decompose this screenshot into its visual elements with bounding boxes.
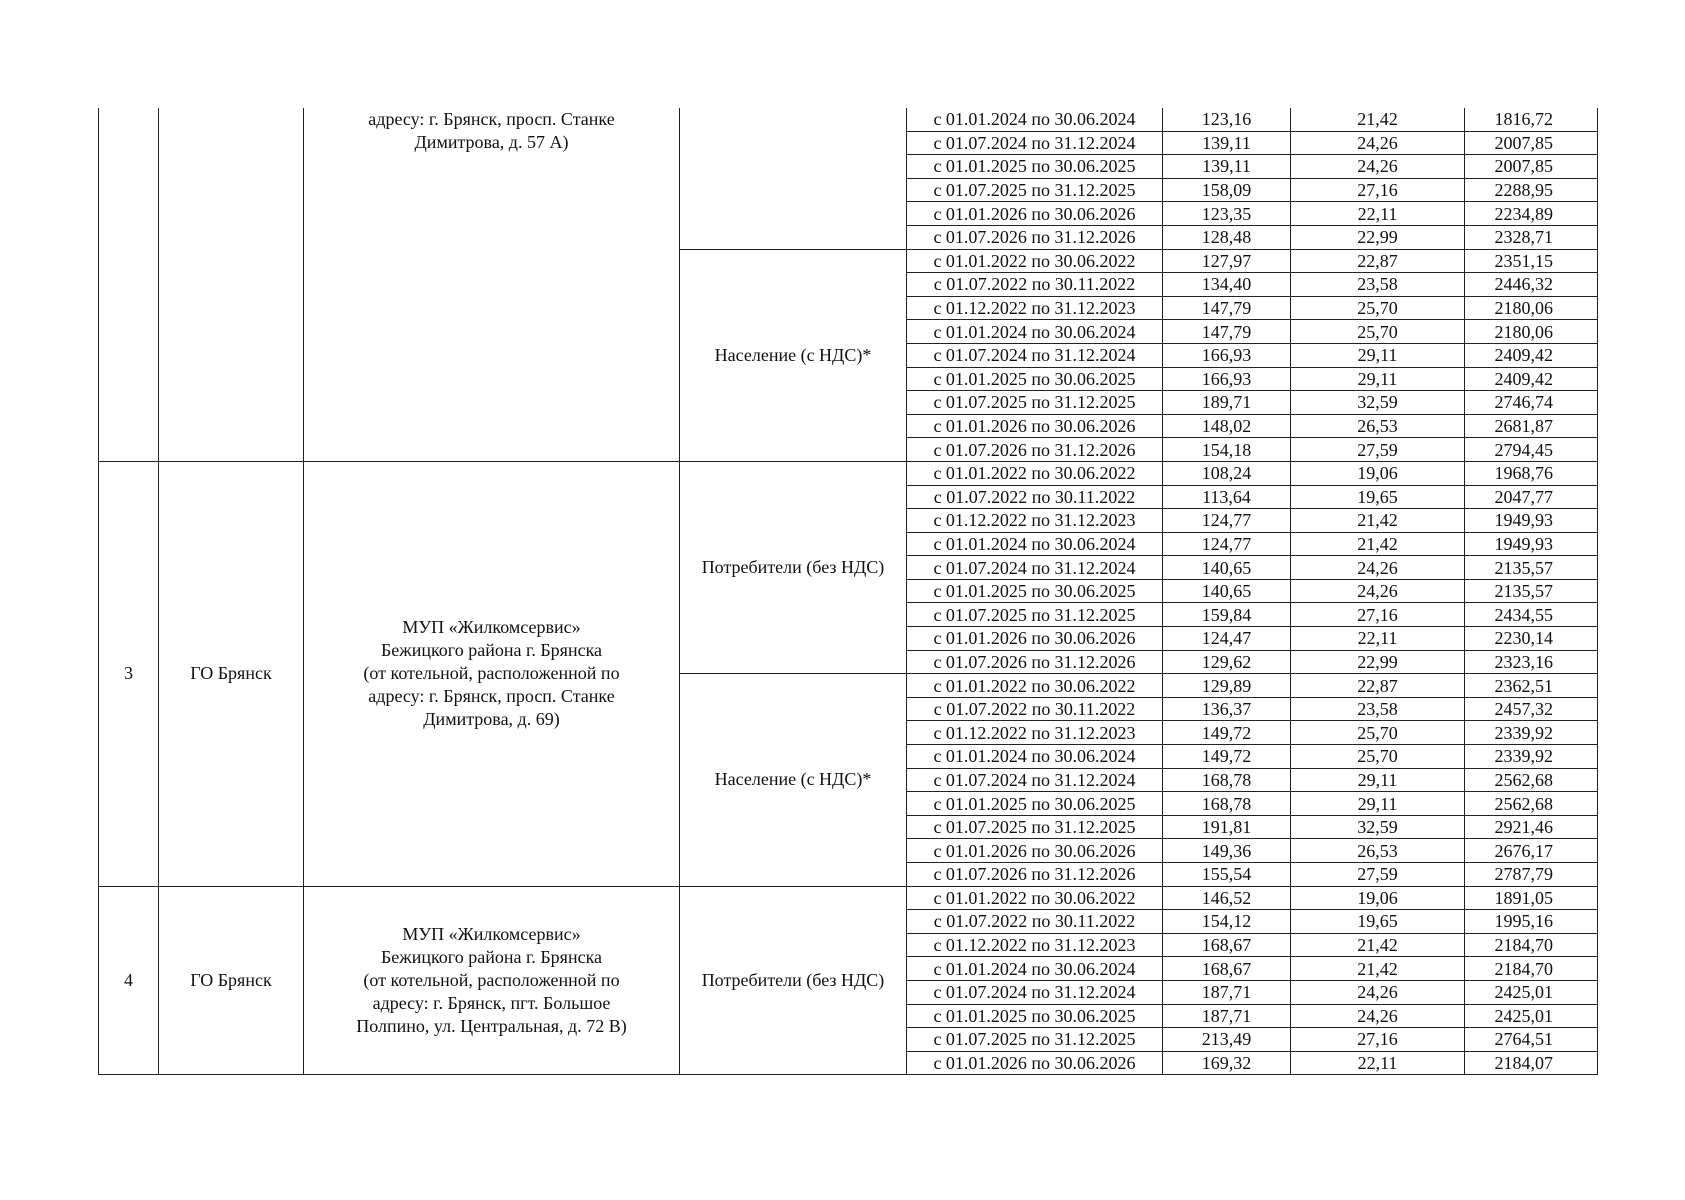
table-row: [99, 886, 1598, 910]
value-cell: 124,77: [1163, 532, 1291, 556]
value-cell: 27,59: [1291, 438, 1465, 462]
value-cell: 2681,87: [1465, 414, 1598, 438]
value-cell: 2562,68: [1465, 768, 1598, 792]
row-number-cell: 3: [99, 461, 159, 886]
value-cell: 140,65: [1163, 556, 1291, 580]
value-cell: 19,65: [1291, 910, 1465, 934]
period-cell: с 01.07.2025 по 31.12.2025: [907, 178, 1163, 202]
period-cell: с 01.07.2026 по 31.12.2026: [907, 863, 1163, 887]
period-cell: с 01.12.2022 по 31.12.2023: [907, 509, 1163, 533]
period-cell: с 01.01.2022 по 30.06.2022: [907, 674, 1163, 698]
value-cell: 22,87: [1291, 674, 1465, 698]
tariff-table: [98, 108, 1598, 1075]
value-cell: 168,78: [1163, 768, 1291, 792]
consumer-group-cell: Население (с НДС)*: [680, 674, 907, 886]
value-cell: 2339,92: [1465, 721, 1598, 745]
period-cell: с 01.07.2022 по 30.11.2022: [907, 910, 1163, 934]
value-cell: 2135,57: [1465, 556, 1598, 580]
value-cell: 24,26: [1291, 980, 1465, 1004]
value-cell: 29,11: [1291, 768, 1465, 792]
period-cell: с 01.01.2026 по 30.06.2026: [907, 414, 1163, 438]
period-cell: с 01.01.2022 по 30.06.2022: [907, 461, 1163, 485]
value-cell: 23,58: [1291, 697, 1465, 721]
period-cell: с 01.01.2024 по 30.06.2024: [907, 745, 1163, 769]
consumer-group-cell: [680, 108, 907, 249]
value-cell: 129,89: [1163, 674, 1291, 698]
value-cell: 1891,05: [1465, 886, 1598, 910]
period-cell: с 01.12.2022 по 31.12.2023: [907, 721, 1163, 745]
value-cell: 1968,76: [1465, 461, 1598, 485]
organization-cell: МУП «Жилкомсервис» Бежицкого района г. Брянска (от котельной, расположенной по адресу: г. Брянск, пгт. Большое Полпино, ул. Центральная, д. 72 В): [304, 886, 680, 1075]
period-cell: с 01.01.2022 по 30.06.2022: [907, 886, 1163, 910]
value-cell: 187,71: [1163, 980, 1291, 1004]
period-cell: с 01.01.2024 по 30.06.2024: [907, 532, 1163, 556]
value-cell: 2787,79: [1465, 863, 1598, 887]
value-cell: 22,87: [1291, 249, 1465, 273]
value-cell: 129,62: [1163, 650, 1291, 674]
value-cell: 1995,16: [1465, 910, 1598, 934]
value-cell: 27,16: [1291, 178, 1465, 202]
consumer-group-cell: Население (с НДС)*: [680, 249, 907, 461]
period-cell: с 01.01.2022 по 30.06.2022: [907, 249, 1163, 273]
period-cell: с 01.01.2026 по 30.06.2026: [907, 839, 1163, 863]
value-cell: 25,70: [1291, 721, 1465, 745]
value-cell: 113,64: [1163, 485, 1291, 509]
value-cell: 2339,92: [1465, 745, 1598, 769]
period-cell: с 01.07.2024 по 31.12.2024: [907, 343, 1163, 367]
value-cell: 24,26: [1291, 579, 1465, 603]
value-cell: 2230,14: [1465, 627, 1598, 651]
consumer-group-cell: Потребители (без НДС): [680, 461, 907, 673]
value-cell: 2288,95: [1465, 178, 1598, 202]
value-cell: 24,26: [1291, 1004, 1465, 1028]
value-cell: 2562,68: [1465, 792, 1598, 816]
value-cell: 2323,16: [1465, 650, 1598, 674]
value-cell: 2362,51: [1465, 674, 1598, 698]
value-cell: 139,11: [1163, 131, 1291, 155]
value-cell: 124,77: [1163, 509, 1291, 533]
row-number-cell: 4: [99, 886, 159, 1075]
value-cell: 21,42: [1291, 933, 1465, 957]
period-cell: с 01.07.2026 по 31.12.2026: [907, 650, 1163, 674]
table-row: [99, 108, 1598, 131]
value-cell: 21,42: [1291, 509, 1465, 533]
period-cell: с 01.01.2025 по 30.06.2025: [907, 792, 1163, 816]
value-cell: 2425,01: [1465, 1004, 1598, 1028]
period-cell: с 01.01.2024 по 30.06.2024: [907, 108, 1163, 131]
value-cell: 2676,17: [1465, 839, 1598, 863]
value-cell: 189,71: [1163, 391, 1291, 415]
value-cell: 32,59: [1291, 391, 1465, 415]
value-cell: 25,70: [1291, 320, 1465, 344]
value-cell: 2180,06: [1465, 320, 1598, 344]
period-cell: с 01.07.2024 по 31.12.2024: [907, 768, 1163, 792]
value-cell: 169,32: [1163, 1051, 1291, 1075]
value-cell: 2409,42: [1465, 367, 1598, 391]
municipality-cell: ГО Брянск: [159, 886, 304, 1075]
value-cell: 147,79: [1163, 296, 1291, 320]
value-cell: 158,09: [1163, 178, 1291, 202]
value-cell: 22,11: [1291, 627, 1465, 651]
period-cell: с 01.01.2025 по 30.06.2025: [907, 1004, 1163, 1028]
period-cell: с 01.07.2025 по 31.12.2025: [907, 815, 1163, 839]
value-cell: 154,18: [1163, 438, 1291, 462]
value-cell: 27,16: [1291, 1028, 1465, 1052]
period-cell: с 01.01.2025 по 30.06.2025: [907, 155, 1163, 179]
value-cell: 2328,71: [1465, 225, 1598, 249]
period-cell: с 01.07.2024 по 31.12.2024: [907, 556, 1163, 580]
value-cell: 26,53: [1291, 414, 1465, 438]
value-cell: 19,65: [1291, 485, 1465, 509]
table-row: [99, 461, 1598, 485]
value-cell: 21,42: [1291, 532, 1465, 556]
value-cell: 108,24: [1163, 461, 1291, 485]
period-cell: с 01.01.2026 по 30.06.2026: [907, 1051, 1163, 1075]
value-cell: 24,26: [1291, 556, 1465, 580]
value-cell: 2425,01: [1465, 980, 1598, 1004]
value-cell: 140,65: [1163, 579, 1291, 603]
value-cell: 23,58: [1291, 273, 1465, 297]
value-cell: 2434,55: [1465, 603, 1598, 627]
period-cell: с 01.01.2025 по 30.06.2025: [907, 367, 1163, 391]
value-cell: 191,81: [1163, 815, 1291, 839]
value-cell: 159,84: [1163, 603, 1291, 627]
value-cell: 2921,46: [1465, 815, 1598, 839]
value-cell: 134,40: [1163, 273, 1291, 297]
organization-cell: МУП «Жилкомсервис» Бежицкого района г. Брянска (от котельной, расположенной по адресу: г. Брянск, просп. Станке Димитрова, д. 69): [304, 461, 680, 886]
value-cell: 21,42: [1291, 108, 1465, 131]
value-cell: 1816,72: [1465, 108, 1598, 131]
value-cell: 2234,89: [1465, 202, 1598, 226]
value-cell: 2135,57: [1465, 579, 1598, 603]
value-cell: 154,12: [1163, 910, 1291, 934]
municipality-cell: [159, 108, 304, 461]
period-cell: с 01.07.2022 по 30.11.2022: [907, 485, 1163, 509]
period-cell: с 01.07.2026 по 31.12.2026: [907, 225, 1163, 249]
period-cell: с 01.12.2022 по 31.12.2023: [907, 933, 1163, 957]
value-cell: 21,42: [1291, 957, 1465, 981]
value-cell: 124,47: [1163, 627, 1291, 651]
value-cell: 2457,32: [1465, 697, 1598, 721]
value-cell: 25,70: [1291, 296, 1465, 320]
value-cell: 166,93: [1163, 367, 1291, 391]
value-cell: 19,06: [1291, 886, 1465, 910]
period-cell: с 01.01.2024 по 30.06.2024: [907, 957, 1163, 981]
period-cell: с 01.07.2026 по 31.12.2026: [907, 438, 1163, 462]
period-cell: с 01.12.2022 по 31.12.2023: [907, 296, 1163, 320]
value-cell: 2184,70: [1465, 957, 1598, 981]
period-cell: с 01.01.2024 по 30.06.2024: [907, 320, 1163, 344]
value-cell: 2184,07: [1465, 1051, 1598, 1075]
value-cell: 149,36: [1163, 839, 1291, 863]
value-cell: 213,49: [1163, 1028, 1291, 1052]
consumer-group-cell: Потребители (без НДС): [680, 886, 907, 1075]
value-cell: 22,99: [1291, 650, 1465, 674]
value-cell: 149,72: [1163, 721, 1291, 745]
period-cell: с 01.07.2024 по 31.12.2024: [907, 980, 1163, 1004]
value-cell: 27,59: [1291, 863, 1465, 887]
value-cell: 166,93: [1163, 343, 1291, 367]
municipality-cell: ГО Брянск: [159, 461, 304, 886]
value-cell: 2794,45: [1465, 438, 1598, 462]
organization-cell: адресу: г. Брянск, просп. Станке Димитрова, д. 57 А): [304, 108, 680, 461]
value-cell: 155,54: [1163, 863, 1291, 887]
value-cell: 1949,93: [1465, 509, 1598, 533]
value-cell: 2007,85: [1465, 155, 1598, 179]
value-cell: 148,02: [1163, 414, 1291, 438]
period-cell: с 01.07.2025 по 31.12.2025: [907, 1028, 1163, 1052]
value-cell: 168,67: [1163, 957, 1291, 981]
value-cell: 2446,32: [1465, 273, 1598, 297]
value-cell: 146,52: [1163, 886, 1291, 910]
value-cell: 22,11: [1291, 202, 1465, 226]
period-cell: с 01.07.2025 по 31.12.2025: [907, 391, 1163, 415]
period-cell: с 01.07.2024 по 31.12.2024: [907, 131, 1163, 155]
period-cell: с 01.07.2025 по 31.12.2025: [907, 603, 1163, 627]
value-cell: 29,11: [1291, 367, 1465, 391]
value-cell: 32,59: [1291, 815, 1465, 839]
value-cell: 187,71: [1163, 1004, 1291, 1028]
value-cell: 2180,06: [1465, 296, 1598, 320]
value-cell: 123,35: [1163, 202, 1291, 226]
value-cell: 123,16: [1163, 108, 1291, 131]
value-cell: 168,67: [1163, 933, 1291, 957]
value-cell: 29,11: [1291, 343, 1465, 367]
value-cell: 27,16: [1291, 603, 1465, 627]
value-cell: 127,97: [1163, 249, 1291, 273]
value-cell: 2184,70: [1465, 933, 1598, 957]
value-cell: 147,79: [1163, 320, 1291, 344]
value-cell: 168,78: [1163, 792, 1291, 816]
value-cell: 2351,15: [1465, 249, 1598, 273]
value-cell: 2007,85: [1465, 131, 1598, 155]
value-cell: 29,11: [1291, 792, 1465, 816]
value-cell: 149,72: [1163, 745, 1291, 769]
value-cell: 24,26: [1291, 131, 1465, 155]
value-cell: 136,37: [1163, 697, 1291, 721]
value-cell: 128,48: [1163, 225, 1291, 249]
value-cell: 1949,93: [1465, 532, 1598, 556]
period-cell: с 01.07.2022 по 30.11.2022: [907, 697, 1163, 721]
period-cell: с 01.01.2026 по 30.06.2026: [907, 202, 1163, 226]
value-cell: 22,11: [1291, 1051, 1465, 1075]
value-cell: 2764,51: [1465, 1028, 1598, 1052]
period-cell: с 01.01.2025 по 30.06.2025: [907, 579, 1163, 603]
value-cell: 22,99: [1291, 225, 1465, 249]
value-cell: 26,53: [1291, 839, 1465, 863]
period-cell: с 01.01.2026 по 30.06.2026: [907, 627, 1163, 651]
value-cell: 2047,77: [1465, 485, 1598, 509]
value-cell: 2746,74: [1465, 391, 1598, 415]
value-cell: 139,11: [1163, 155, 1291, 179]
value-cell: 25,70: [1291, 745, 1465, 769]
period-cell: с 01.07.2022 по 30.11.2022: [907, 273, 1163, 297]
row-number-cell: [99, 108, 159, 461]
value-cell: 2409,42: [1465, 343, 1598, 367]
value-cell: 19,06: [1291, 461, 1465, 485]
value-cell: 24,26: [1291, 155, 1465, 179]
